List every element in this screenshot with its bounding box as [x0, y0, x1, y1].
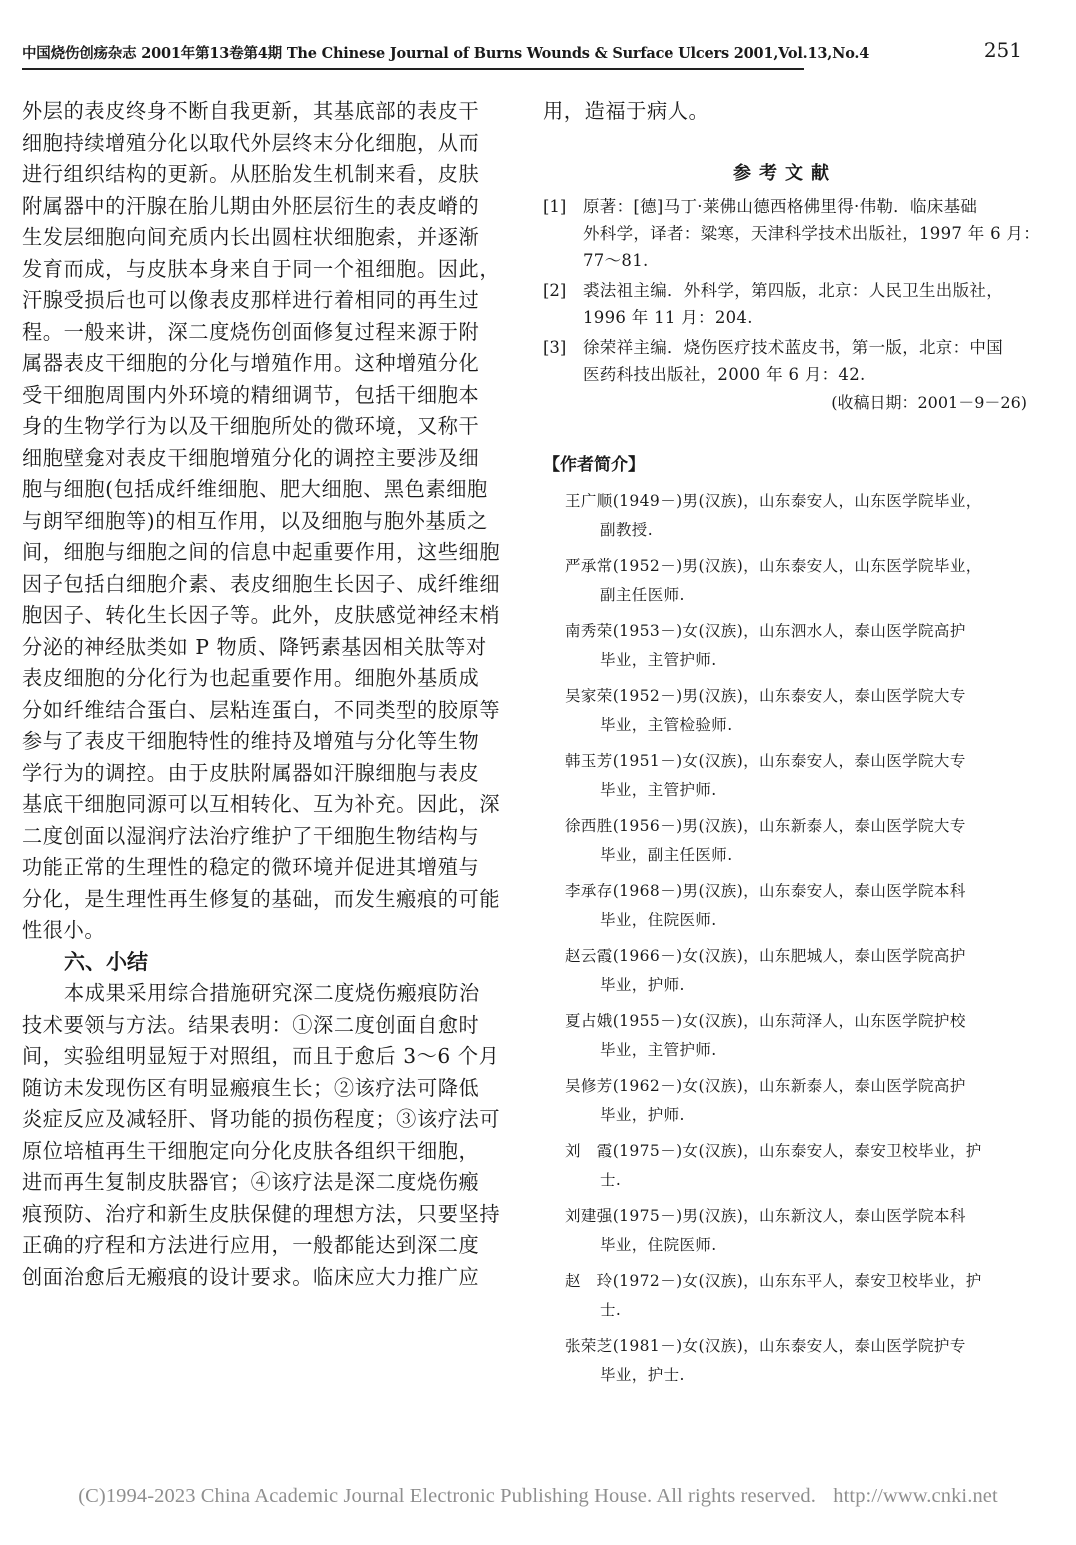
references-heading: 参考文献: [733, 162, 837, 184]
reference-text: 原著：[德]马丁·莱佛山德西格佛里得·伟勒．临床基础: [583, 196, 978, 216]
text-line: 创面治愈后无瘢痕的设计要求。临床应大力推广应: [22, 1264, 480, 1289]
copyright-text: (C)1994-2023 China Academic Journal Electronic Publishing House. All rights reserved.: [78, 1485, 817, 1507]
reference-text: 裘法祖主编．外科学，第四版，北京：人民卫生出版社，: [583, 280, 1003, 300]
author-text: 赵云霞(1966－)女(汉族)，山东肥城人，泰山医学院高护: [565, 946, 966, 965]
text-line: 二度创面以湿润疗法治疗维护了干细胞生物结构与: [22, 823, 480, 848]
section-heading: 六、小结: [64, 949, 148, 974]
author-entry: [543, 487, 1027, 545]
left-column: [22, 96, 505, 1293]
author-text: 王广顺(1949－)男(汉族)，山东泰安人，山东医学院毕业，: [565, 491, 982, 510]
author-text: 夏占娥(1955－)女(汉族)，山东菏泽人，山东医学院护校: [565, 1011, 966, 1030]
reference-item: [543, 193, 1041, 274]
page-number: 251: [983, 38, 1022, 62]
author-text: 李承存(1968－)男(汉族)，山东泰安人，泰山医学院本科: [565, 881, 966, 900]
author-entry: [543, 877, 1027, 935]
text-line: 学行为的调控。由于皮肤附属器如汗腺细胞与表皮: [22, 760, 480, 785]
author-entry: [543, 552, 1027, 610]
text-line: 参与了表皮干细胞特性的维持及增殖与分化等生物: [22, 729, 480, 753]
author-text: 南秀荣(1953－)女(汉族)，山东泗水人，泰山医学院高护: [565, 621, 966, 640]
reference-item: [543, 334, 1027, 388]
author-entry: [543, 747, 1027, 805]
journal-citation: 中国烧伤创疡杂志 2001年第13卷第4期 The Chinese Journal of Burns Wounds & Surface Ulcers 2001,Vol.13,No.4: [22, 45, 870, 62]
author-text: 士.: [600, 1300, 622, 1319]
running-header: [22, 40, 1022, 74]
text-line: 原位培植再生干细胞定向分化皮肤各组织干细胞，: [22, 1138, 480, 1163]
author-text: 吴修芳(1962－)女(汉族)，山东新泰人，泰山医学院高护: [565, 1076, 966, 1095]
text-line: 间，细胞与细胞之间的信息中起重要作用，这些细胞: [22, 540, 501, 564]
text-line: 胞与细胞(包括成纤维细胞、肥大细胞、黑色素细胞: [22, 477, 488, 501]
text-line: 分如纤维结合蛋白、层粘连蛋白，不同类型的胶原等: [22, 697, 501, 722]
text-line: 生发层细胞向间充质内长出圆柱状细胞索，并逐渐: [22, 225, 480, 249]
reference-item: [543, 277, 1027, 331]
reference-text: 外科学，译者：粱寒，天津科学技术出版社，1997 年 6 月：: [583, 223, 1041, 243]
text-line: 本成果采用综合措施研究深二度烧伤瘢痕防治: [64, 981, 480, 1005]
author-text: 毕业，主管护师.: [600, 1040, 717, 1059]
author-text: 毕业，主管检验师.: [600, 715, 733, 734]
author-text: 毕业，主管护师.: [600, 780, 717, 799]
author-text: 张荣芝(1981－)女(汉族)，山东泰安人，泰山医学院护专: [565, 1336, 966, 1355]
text-line: 正确的疗程和方法进行应用，一般都能达到深二度: [22, 1233, 480, 1257]
author-entry: [543, 617, 1027, 675]
author-text: 严承常(1952－)男(汉族)，山东泰安人，山东医学院毕业，: [565, 556, 982, 575]
text-line: 痕预防、治疗和新生皮肤保健的理想方法，只要坚持: [22, 1201, 501, 1226]
author-text: 毕业，副主任医师.: [600, 845, 733, 864]
author-text: 韩玉芳(1951－)女(汉族)，山东泰安人，泰山医学院大专: [565, 751, 966, 770]
reference-text: 徐荣祥主编．烧伤医疗技术蓝皮书，第一版，北京：中国: [583, 337, 1003, 357]
author-text: 毕业，护师.: [600, 1105, 685, 1124]
text-line: 与朗罕细胞等)的相互作用，以及细胞与胞外基质之: [22, 508, 488, 533]
text-line: 外层的表皮终身不断自我更新，其基底部的表皮干: [22, 99, 480, 123]
text-line: 功能正常的生理性的稳定的微环境并促进其增殖与: [22, 855, 480, 879]
author-text: 毕业，主管护师.: [600, 650, 717, 669]
author-text: 毕业，住院医师.: [600, 1235, 717, 1254]
text-line: 随访未发现伤区有明显瘢痕生长；②该疗法可降低: [22, 1075, 480, 1100]
reference-text: 1996 年 11 月：204.: [583, 307, 753, 327]
text-line: 受干细胞周围内外环境的精细调节，包括干细胞本: [22, 382, 480, 407]
text-line: 技术要领与方法。结果表明：①深二度创面自愈时: [22, 1012, 480, 1037]
author-text: 赵 玲(1972－)女(汉族)，山东东平人，泰安卫校毕业，护: [565, 1271, 982, 1290]
author-text: 副教授.: [600, 520, 654, 539]
text-line: 细胞持续增殖分化以取代外层终末分化细胞，从而: [22, 130, 480, 155]
author-text: 士.: [600, 1170, 622, 1189]
body-paragraph: [22, 96, 505, 947]
website-url: http://www.cnki.net: [833, 1485, 998, 1507]
author-entry: [543, 1072, 1027, 1130]
author-entry: [543, 682, 1027, 740]
authors-heading: 【作者简介】: [543, 454, 645, 475]
author-entry: [543, 1137, 1027, 1195]
author-entry: [543, 1332, 1027, 1390]
author-text: 刘 霞(1975－)女(汉族)，山东泰安人，泰安卫校毕业，护: [565, 1141, 982, 1160]
author-entry: [543, 1267, 1027, 1325]
author-text: 徐西胜(1956－)男(汉族)，山东新泰人，泰山医学院大专: [565, 816, 966, 835]
author-list: [543, 487, 1027, 1390]
copyright-footer: [0, 1485, 1076, 1508]
reference-text: 医药科技出版社，2000 年 6 月：42.: [583, 364, 866, 384]
author-entry: [543, 812, 1027, 870]
reference-number: [3]: [543, 337, 567, 357]
author-entry: [543, 1007, 1027, 1065]
continuation-line: 用，造福于病人。: [543, 99, 710, 123]
text-line: 基底干细胞同源可以互相转化、互为补充。因此，深: [22, 792, 501, 816]
text-line: 附属器中的汗腺在胎儿期由外胚层衍生的表皮嵴的: [22, 193, 480, 218]
text-line: 发育而成，与皮肤本身来自于同一个祖细胞。因此，: [22, 256, 501, 281]
author-text: 副主任医师.: [600, 585, 685, 604]
header-rule: [22, 68, 804, 70]
text-line: 身的生物学行为以及干细胞所处的微环境，又称干: [22, 414, 480, 438]
text-line: 炎症反应及减轻肝、肾功能的损伤程度；③该疗法可: [22, 1107, 501, 1131]
text-line: 程。一般来讲，深二度烧伤创面修复过程来源于附: [22, 319, 480, 344]
reference-list: [543, 193, 1041, 388]
text-line: 胞因子、转化生长因子等。此外，皮肤感觉神经末梢: [22, 603, 501, 627]
text-line: 汗腺受损后也可以像表皮那样进行着相同的再生过: [22, 288, 480, 312]
author-text: 毕业，住院医师.: [600, 910, 717, 929]
author-entry: [543, 942, 1027, 1000]
author-text: 毕业，护师.: [600, 975, 685, 994]
summary-paragraph: [22, 978, 505, 1293]
text-line: 细胞壁龛对表皮干细胞增殖分化的调控主要涉及细: [22, 445, 480, 470]
text-line: 因子包括白细胞介素、表皮细胞生长因子、成纤维细: [22, 571, 501, 596]
text-line: 进行组织结构的更新。从胚胎发生机制来看，皮肤: [22, 162, 480, 186]
received-date: (收稿日期：2001－9－26): [831, 392, 1027, 412]
author-text: 毕业，护士.: [600, 1365, 685, 1384]
text-line: 分泌的神经肽类如 P 物质、降钙素基因相关肽等对: [22, 634, 487, 659]
author-text: 刘建强(1975－)男(汉族)，山东新汶人，泰山医学院本科: [565, 1206, 966, 1225]
text-line: 进而再生复制皮肤器官；④该疗法是深二度烧伤瘢: [22, 1170, 480, 1194]
text-line: 表皮细胞的分化行为也起重要作用。细胞外基质成: [22, 666, 480, 690]
author-text: 吴家荣(1952－)男(汉族)，山东泰安人，泰山医学院大专: [565, 686, 966, 705]
text-line: 分化，是生理性再生修复的基础，而发生瘢痕的可能: [22, 886, 501, 911]
reference-number: [1]: [543, 196, 567, 216]
text-line: 间，实验组明显短于对照组，而且于愈后 3～6 个月: [22, 1044, 500, 1068]
reference-number: [2]: [543, 280, 567, 300]
reference-text: 77～81.: [583, 250, 649, 270]
author-entry: [543, 1202, 1027, 1260]
right-column: [543, 96, 1041, 1390]
text-line: 性很小。: [22, 918, 106, 942]
text-line: 属器表皮干细胞的分化与增殖作用。这种增殖分化: [22, 351, 480, 375]
